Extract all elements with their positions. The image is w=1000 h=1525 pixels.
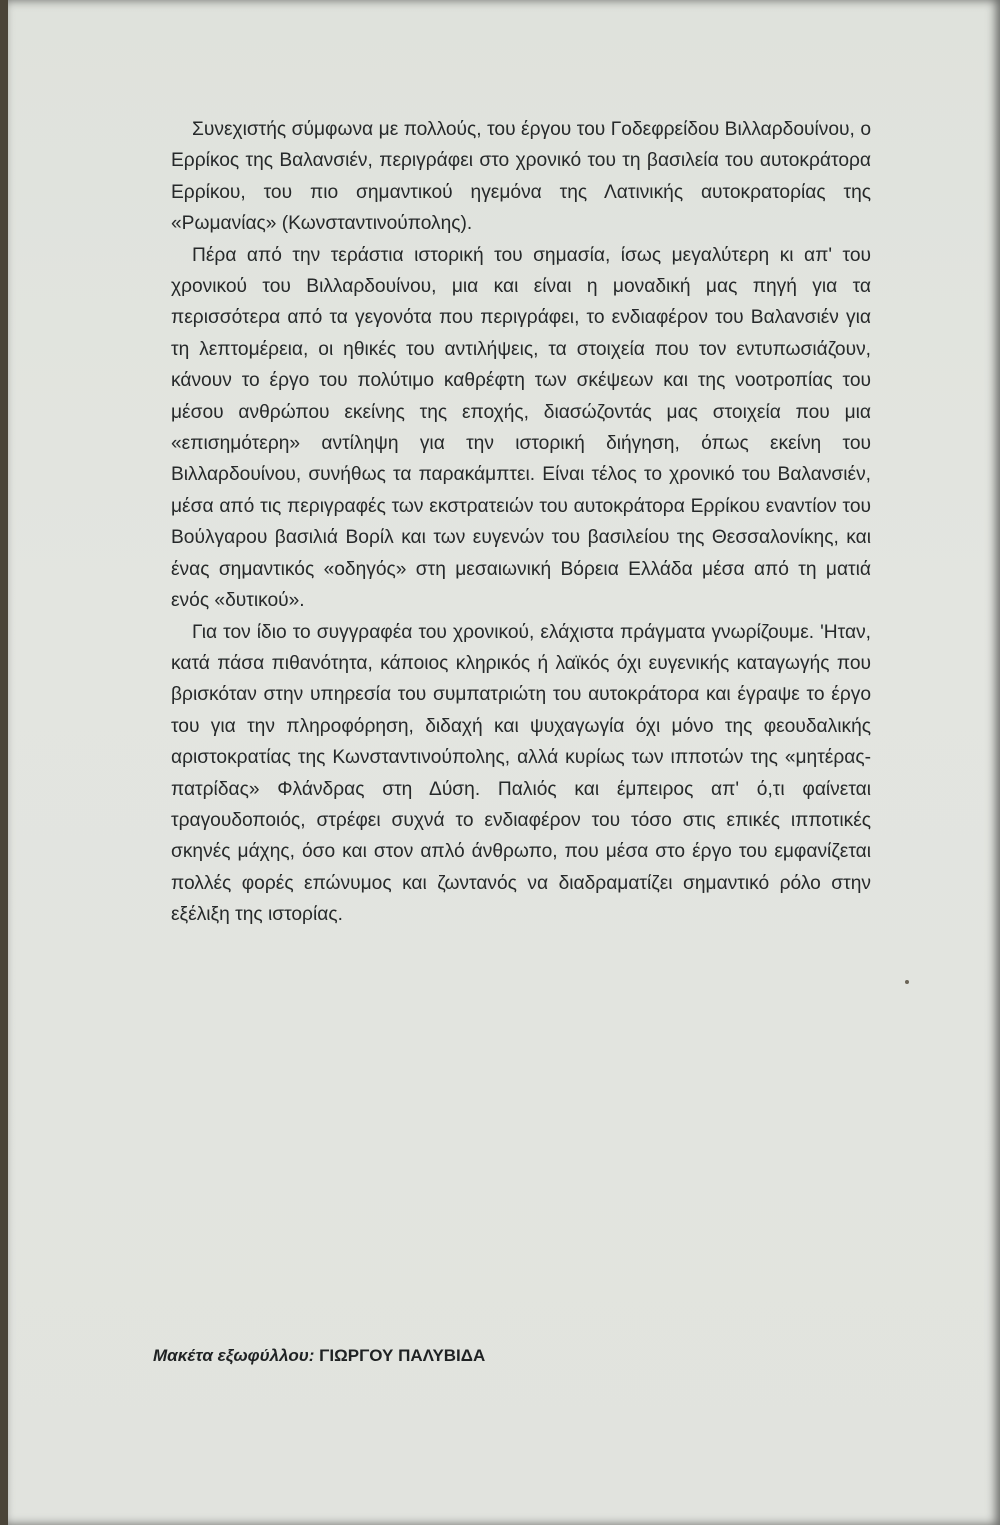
back-cover — [8, 0, 1000, 1525]
credit-label: Μακέτα εξωφύλλου: — [153, 1346, 315, 1365]
blurb-text — [171, 114, 871, 931]
cover-design-credit — [153, 1346, 485, 1366]
blurb-paragraph-3: Για τον ίδιο το συγγραφέα του χρονικού, ελάχιστα πράγματα γνωρίζουμε. 'Ηταν, κατά πάσα πιθανότητα, κάποιος κληρικός ή λαϊκός όχι ευγενικής καταγωγής που βρισκόταν στην υπηρεσία του συμπατριώτη του αυτοκράτορα και έγραψε το έργο του για την πληροφόρηση, διδαχή και ψυχαγωγία όχι μόνο της φεουδαλικής αριστοκρατίας της Κωνσταντινούπολης, αλλά κυρίως των ιπποτών της «μητέρας-πατρίδας» Φλάνδρας στη Δύση. Παλιός και έμπειρος απ' ό,τι φαίνεται τραγουδοποιός, στρέφει συχνά το ενδιαφέρον του τόσο στις επικές ιπποτικές σκηνές μάχης, όσο και στον απλό άνθρωπο, που μέσα στο έργο του εμφανίζεται πολλές φορές επώνυμος και ζωντανός να διαδραματίζει σημαντικό ρόλο στην εξέλιξη της ιστορίας. — [171, 621, 871, 926]
credit-name: ΓΙΩΡΓΟΥ ΠΑΛΥΒΙΔΑ — [319, 1346, 486, 1365]
blurb-paragraph-1: Συνεχιστής σύμφωνα με πολλούς, του έργου του Γοδεφρείδου Βιλλαρδουίνου, ο Ερρίκος της Βαλανσιέν, περιγράφει στο χρονικό του τη βασιλεία του αυτοκράτορα Ερρίκου, του πιο σημαντικού ηγεμόνα της Λατινικής αυτοκρατορίας της «Ρωμανίας» (Κωνσταντινούπολης). — [171, 119, 871, 235]
blurb-paragraph-2: Πέρα από την τεράστια ιστορική του σημασία, ίσως μεγαλύτερη κι απ' του χρονικού του Βιλλαρδουίνου, μια και είναι η μοναδική μας πηγή για τα περισσότερα από τα γεγονότα που περιγράφει, το ενδιαφέρον του Βαλανσιέν για τη λεπτομέρεια, οι ηθικές του αντιλήψεις, τα στοιχεία που τον εντυπωσιάζουν, κάνουν το έργο του πολύτιμο καθρέφτη των σκέψεων και της νοοτροπίας του μέσου ανθρώπου εκείνης της εποχής, διασώζοντάς μας στοιχεία που μια «επισημότερη» αντίληψη για την ιστορική διήγηση, όπως εκείνη του Βιλλαρδουίνου, συνήθως τα παρακάμπτει. Είναι τέλος το χρονικό του Βαλανσιέν, μέσα από τις περιγραφές των εκστρατειών του αυτοκράτορα Ερρίκου εναντίον του Βούλγαρου βασιλιά Βορίλ και των ευγενών του βασιλείου της Θεσσαλονίκης, και ένας σημαντικός «οδηγός» στη μεσαιωνική Βόρεια Ελλάδα μέσα από τη ματιά ενός «δυτικού». — [171, 244, 871, 612]
paper-speck — [905, 980, 909, 984]
